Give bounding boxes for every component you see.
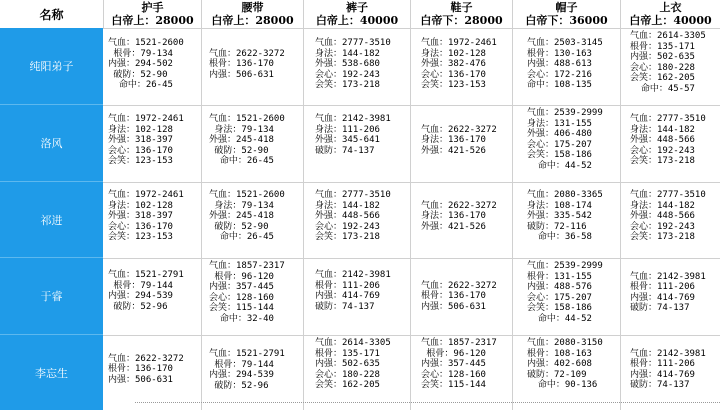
stat-cell: 气血：2777-3510 身法：144-182 外强：448-566 会心：192-243 会笑：173-218: [630, 114, 706, 167]
grid-line: [103, 258, 720, 259]
stat-cell: 气血：1857-2317 根骨：96-120 内强：357-445 会心：128-160 会笑：115-144 命中：32-40: [209, 261, 285, 324]
header-req: 白帝上：28000: [211, 14, 294, 27]
header-req: 白帝上：40000: [629, 14, 712, 27]
header-slot: 腰带: [241, 1, 264, 14]
grid-line: [620, 0, 621, 410]
row-name-1[interactable]: 洛风: [0, 105, 103, 182]
grid-line: [103, 335, 720, 336]
stat-cell: 气血：1521-2600 身法：79-134 外强：245-418 破防：52-90 命中：26-45: [209, 190, 285, 243]
stat-cell: 气血：2622-3272 身法：136-170 外强：421-526: [421, 200, 497, 232]
row-name-0[interactable]: 纯阳弟子: [0, 28, 103, 105]
header-col-0: [103, 0, 201, 28]
stat-cell: 气血：2777-3510 身法：144-182 外强：538-680 会心：192-243 会笑：173-218: [315, 38, 391, 91]
stat-cell: 气血：1521-2791 根骨：79-144 内强：294-539 破防：52-96: [108, 270, 184, 312]
header-req: 白帝下：36000: [525, 14, 608, 27]
stat-cell: 气血：2142-3981 根骨：111-206 内强：414-769 破防：74-137: [315, 270, 391, 312]
stat-cell: 气血：2777-3510 身法：144-182 外强：448-566 会心：192-243 会笑：173-218: [630, 190, 706, 243]
stat-cell: 气血：1972-2461 身法：102-128 外强：318-397 会心：136-170 会笑：123-153: [108, 190, 184, 243]
stat-cell: 气血：2622-3272 根骨：136-170 内强：506-631: [421, 280, 497, 312]
page-break-line: [135, 402, 720, 403]
stat-cell: 气血：2777-3510 身法：144-182 外强：448-566 会心：192-243 会笑：173-218: [315, 190, 391, 243]
header-slot: 鞋子: [450, 1, 473, 14]
stat-cell: 气血：2142-3981 身法：111-206 外强：345-641 破防：74-137: [315, 114, 391, 156]
stat-cell: 气血：2614-3305 根骨：135-171 内强：502-635 会心：180-228 会笑：162-205: [315, 338, 391, 391]
stat-cell: 气血：2614-3305 根骨：135-171 内强：502-635 会心：180-228 会笑：162-205 命中：45-57: [630, 31, 706, 94]
grid-line: [512, 0, 513, 410]
header-slot: 护手: [141, 1, 164, 14]
grid-line: [201, 0, 202, 410]
grid-line: [103, 105, 720, 106]
name-header: 名称: [39, 7, 64, 22]
row-name-3[interactable]: 于睿: [0, 258, 103, 335]
header-row: [0, 0, 720, 29]
stat-cell: 气血：2142-3981 根骨：111-206 内强：414-769 破防：74-137: [630, 271, 706, 314]
header-slot: 帽子: [555, 1, 578, 14]
stat-cell: 气血：2622-3272 根骨：136-170 内强：506-631: [108, 353, 184, 385]
header-col-2: [303, 0, 410, 28]
header-slot: 裤子: [346, 1, 368, 14]
stat-cell: 气血：1521-2791 根骨：79-144 内强：294-539 破防：52-96: [209, 349, 285, 391]
stat-cell: 气血：1972-2461 身法：102-128 外强：318-397 会心：136-170 会笑：123-153: [108, 114, 184, 167]
stat-cell: 气血：1521-2600 身法：79-134 外强：245-418 破防：52-90 命中：26-45: [209, 114, 285, 167]
stat-cell: 气血：1521-2600 根骨：79-134 内强：294-502 破防：52-90 命中：26-45: [108, 38, 184, 91]
row-name-2[interactable]: 祁进: [0, 182, 103, 258]
header-col-1: [201, 0, 303, 28]
stat-cell: 气血：2539-2999 身法：131-155 外强：406-480 会心：175-207 会笑：158-186 命中：44-52: [527, 108, 603, 171]
row-name-4[interactable]: 李忘生: [35, 366, 68, 380]
header-req: 白帝下：28000: [420, 14, 503, 27]
grid-line: [103, 182, 720, 183]
grid-line: [303, 0, 304, 410]
stat-cell: 气血：2142-3981 根骨：111-206 内强：414-769 破防：74-137: [630, 348, 706, 391]
header-col-4: [512, 0, 620, 28]
header-req: 白帝上：40000: [315, 14, 399, 27]
header-slot: 上衣: [659, 1, 682, 14]
header-req: 白帝上：28000: [111, 14, 194, 27]
stat-cell: 气血：2539-2999 根骨：131-155 内强：488-576 会心：175-207 会笑：158-186 命中：44-52: [527, 261, 603, 324]
stat-cell: 气血：2622-3272 根骨：136-170 内强：506-631: [209, 48, 285, 80]
grid-line: [410, 0, 411, 410]
stat-cell: 气血：1857-2317 根骨：96-120 内强：357-445 会心：128-160 会笑：115-144: [421, 338, 497, 391]
stat-cell: 气血：1972-2461 身法：102-128 外强：382-476 会心：136-170 会笑：123-153: [421, 38, 497, 91]
stat-cell: 气血：2080-3365 身法：108-174 外强：335-542 破防：72-116 命中：36-58: [527, 190, 603, 243]
header-col-5: [620, 0, 720, 28]
header-col-3: [410, 0, 512, 28]
stat-cell: 气血：2503-3145 根骨：130-163 内强：488-613 会心：172-216 命中：108-135: [527, 38, 603, 91]
stat-cell: 气血：2080-3150 根骨：108-163 内强：402-608 破防：72-109 命中：90-136: [527, 338, 603, 391]
stat-cell: 气血：2622-3272 身法：136-170 外强：421-526: [421, 124, 497, 156]
